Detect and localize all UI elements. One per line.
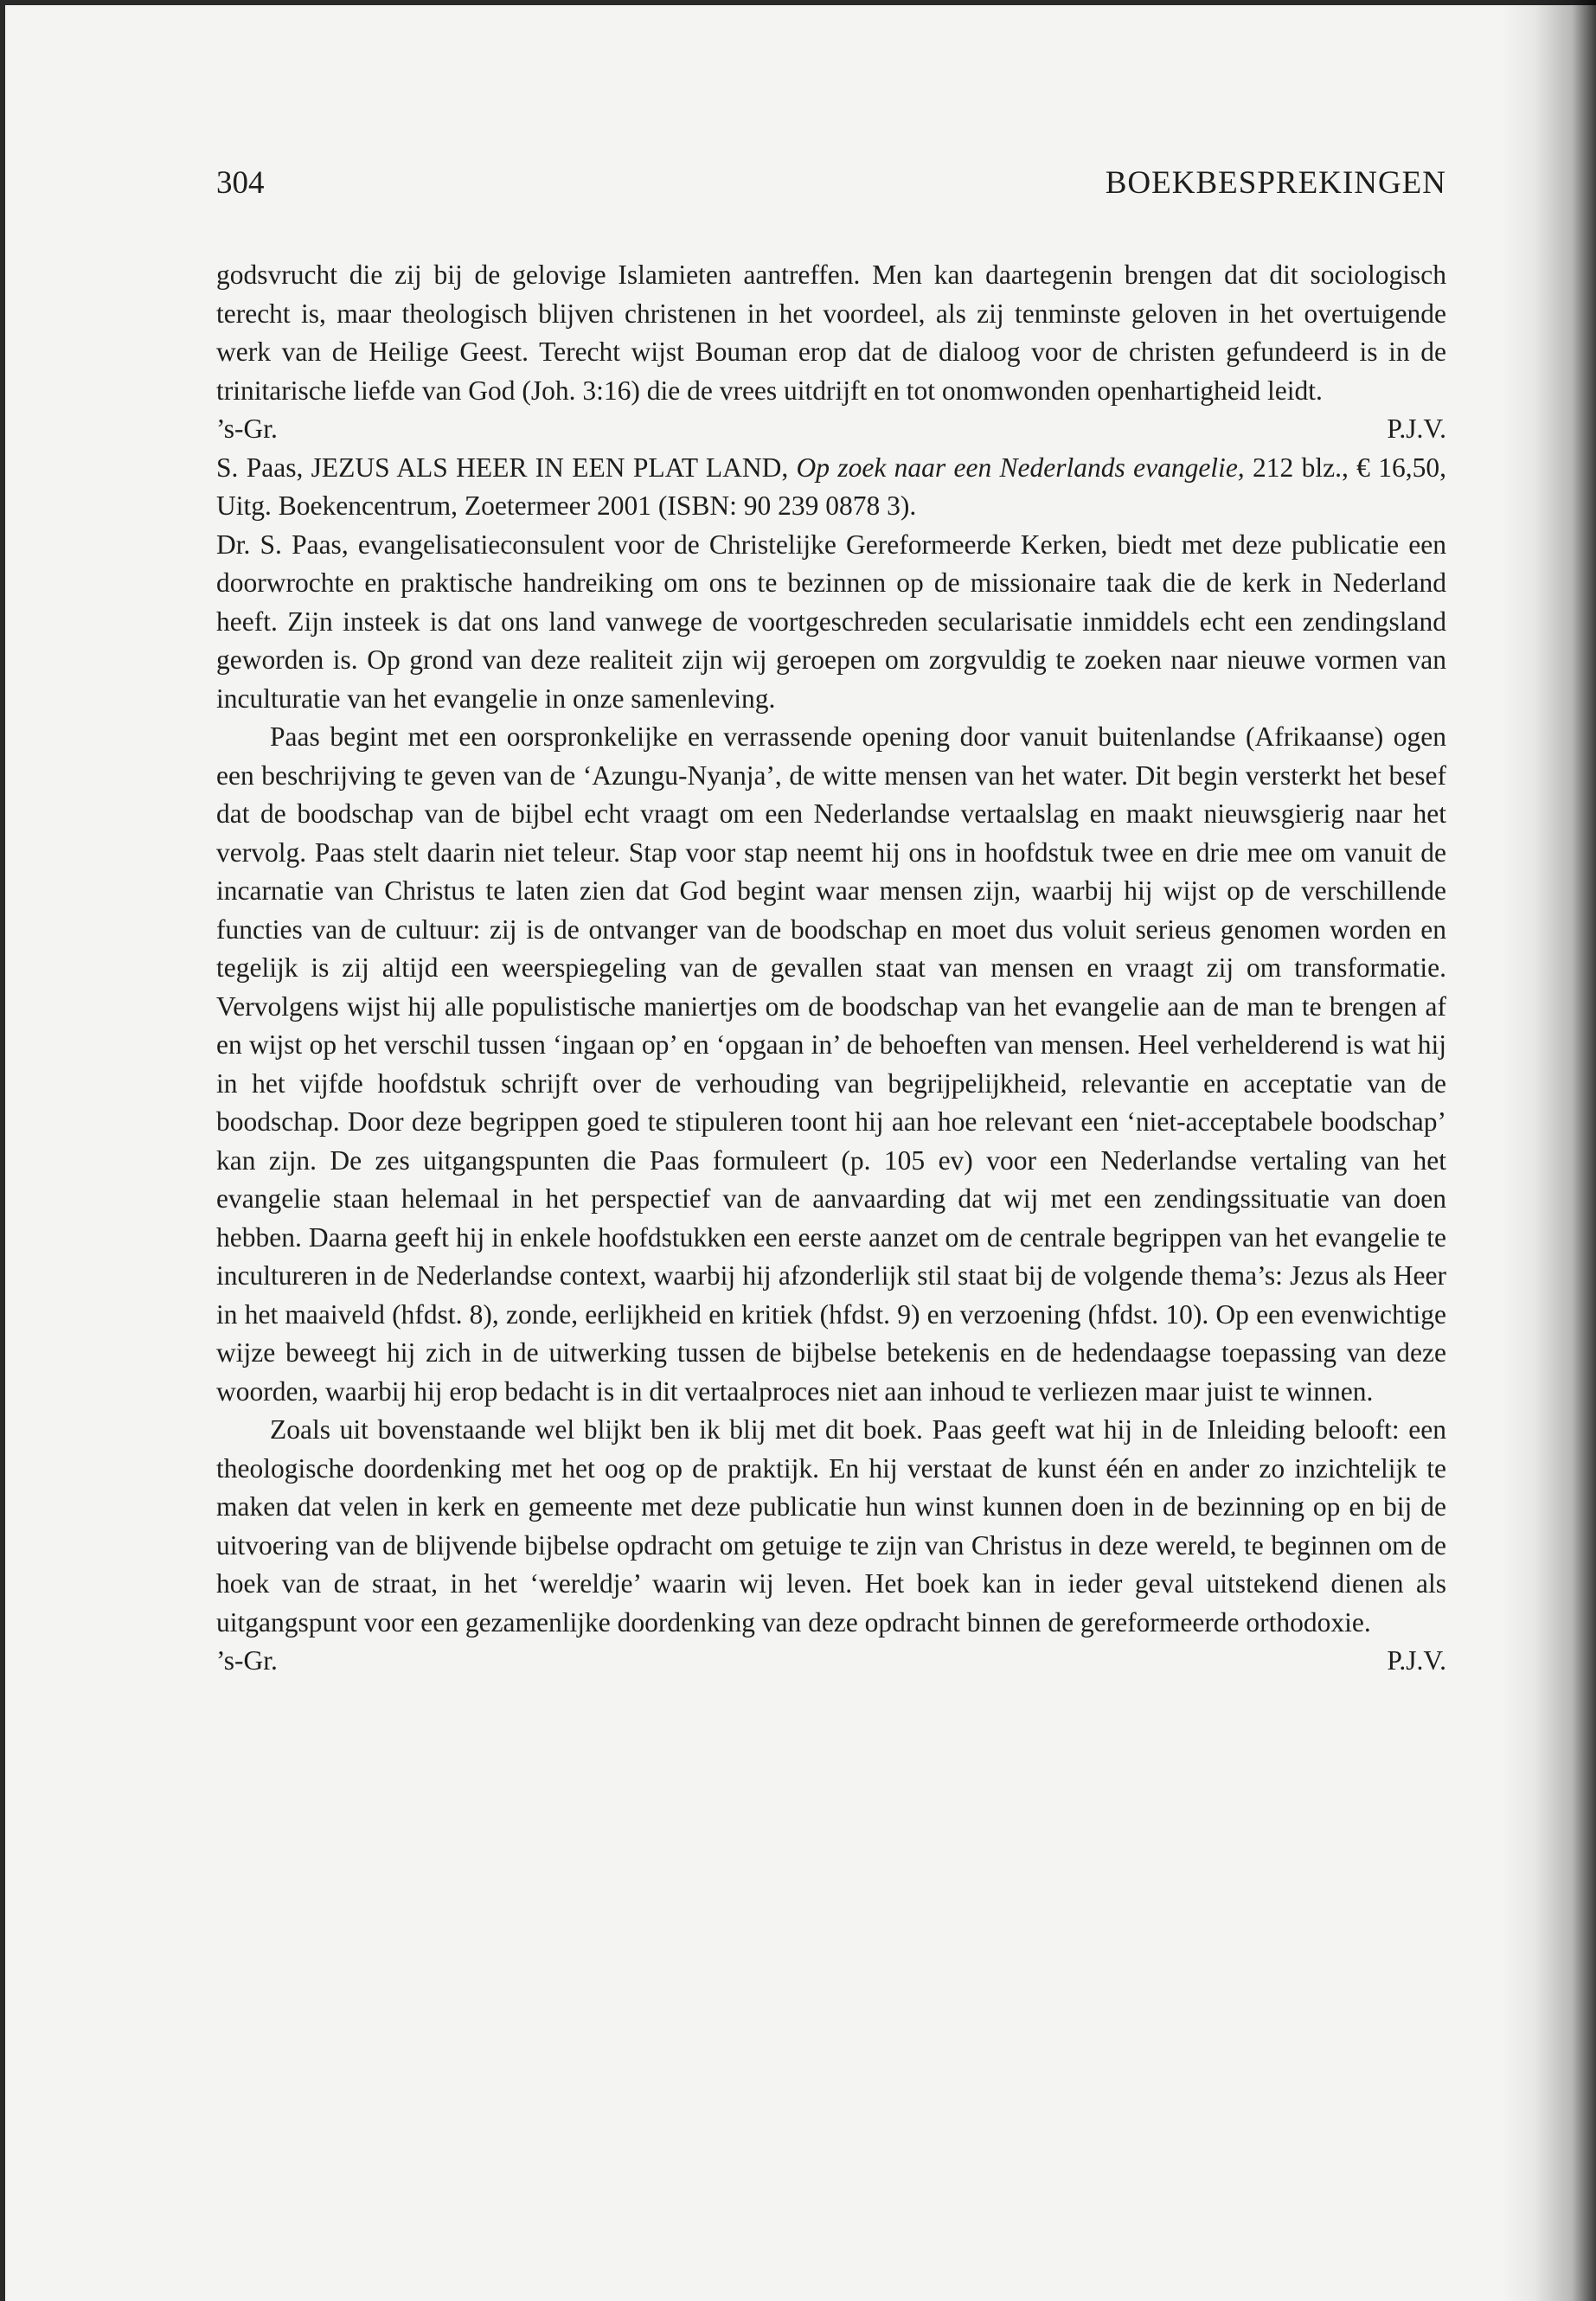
review-2-heading: [216, 449, 1446, 526]
page-body: [216, 256, 1446, 1681]
book-author: S. Paas,: [216, 452, 311, 483]
book-title: JEZUS ALS HEER IN EEN PLAT LAND,: [311, 452, 797, 483]
review-2-initials: P.J.V.: [1387, 1645, 1446, 1676]
book-subtitle: Op zoek naar een Nederlands evangelie,: [796, 452, 1245, 483]
book-details: 212 blz., € 16,50, Uitg. Boekencentrum, Zoetermeer 2001 (ISBN: 90 239 0878 3).: [216, 452, 1446, 521]
review-1-place: ’s-Gr.: [216, 413, 278, 444]
review-2-paragraph: Dr. S. Paas, evangelisatieconsulent voor de Christelijke Gereformeerde Kerken, biedt met deze publicatie een doorwrochte en praktische handreiking om ons te bezinnen op de missionaire taak die de kerk in Nederland heeft. Zijn insteek is dat ons land vanwege de voortgeschreden secularisatie inmiddels echt een zendingsland geworden is. Op grond van deze realiteit zijn wij geroepen om zorgvuldig te zoeken naar nieuwe vormen van inculturatie van het evangelie in onze samenleving.: [216, 529, 1446, 714]
scan-binding-shadow: [1501, 0, 1596, 2301]
running-title: BOEKBESPREKINGEN: [1105, 165, 1446, 201]
review-1-initials: P.J.V.: [1387, 413, 1446, 444]
review-1-signature: [216, 410, 1446, 449]
review-1-body: godsvrucht die zij bij de gelovige Islamieten aantreffen. Men kan daartegenin brengen dat dit sociologisch terecht is, maar theologisch blijven christenen in het voordeel, als zij tenminste geloven in het overtuigende werk van de Heilige Geest. Terecht wijst Bouman erop dat de dialoog voor de christen gefundeerd is in de trinitarische liefde van God (Joh. 3:16) die de vrees uitdrijft en tot onomwonden openhartigheid leidt.: [216, 260, 1446, 406]
scan-border-top: [0, 0, 1596, 5]
review-2-paragraph: Zoals uit bovenstaande wel blijkt ben ik blij met dit boek. Paas geeft wat hij in de Inleiding belooft: een theologische doordenking met het oog op de praktijk. En hij verstaat de kunst één en ander zo inzichtelijk te maken dat velen in kerk en gemeente met deze publicatie hun winst kunnen doen in de bezinning op en bij de uitvoering van de blijvende bijbelse opdracht om getuige te zijn van Christus in deze wereld, te beginnen om de hoek van de straat, in het ‘wereldje’ waarin wij leven. Het boek kan in ieder geval uitstekend dienen als uitgangspunt voor een gezamenlijke doordenking van deze opdracht binnen de gereformeerde orthodoxie.: [216, 1414, 1446, 1638]
review-2-signature: [216, 1642, 1446, 1681]
scan-border-left: [0, 0, 5, 2301]
review-2-place: ’s-Gr.: [216, 1645, 278, 1676]
page-number: 304: [216, 165, 265, 201]
review-2-paragraph: Paas begint met een oorspronkelijke en verrassende opening door vanuit buitenlandse (Afrikaanse) ogen een beschrijving te geven van de ‘Azungu-Nyanja’, de witte mensen van het water. Dit begin versterkt het besef dat de boodschap van de bijbel echt vraagt om een Nederlandse vertaalslag en maakt nieuwsgierig naar het vervolg. Paas stelt daarin niet teleur. Stap voor stap neemt hij ons in hoofdstuk twee en drie mee om vanuit de incarnatie van Christus te laten zien dat God begint waar mensen zijn, waarbij hij wijst op de verschillende functies van de cultuur: zij is de ontvanger van de boodschap en moet dus voluit serieus genomen worden en tegelijk is zij altijd een weerspiegeling van de gevallen staat van mensen en vraagt zij om transformatie. Vervolgens wijst hij alle populistische maniertjes om de boodschap van het evangelie aan de man te brengen af en wijst op het verschil tussen ‘ingaan op’ en ‘opgaan in’ de behoeften van mensen. Heel verhelderend is wat hij in het vijfde hoofdstuk schrijft over de verhouding van begrijpelijkheid, relevantie en acceptatie van de boodschap. Door deze begrippen goed te stipuleren toont hij aan hoe relevant een ‘niet-acceptabele boodschap’ kan zijn. De zes uitgangspunten die Paas formuleert (p. 105 ev) voor een Nederlandse vertaling van het evangelie staan helemaal in het perspectief van de aanvaarding dat wij met een zendingssituatie van doen hebben. Daarna geeft hij in enkele hoofdstukken een eerste aanzet om de centrale begrippen van het evangelie te incultureren in de Nederlandse context, waarbij hij afzonderlijk stil staat bij de volgende thema’s: Jezus als Heer in het maaiveld (hfdst. 8), zonde, eerlijkheid en kritiek (hfdst. 9) en verzoening (hfdst. 10). Op een evenwichtige wijze beweegt hij zich in de uitwerking tussen de bijbelse betekenis en de hedendaagse toepassing van deze woorden, waarbij hij erop bedacht is in dit vertaalproces niet aan inhoud te verliezen maar juist te winnen.: [216, 721, 1446, 1407]
page-header: [216, 164, 1446, 209]
